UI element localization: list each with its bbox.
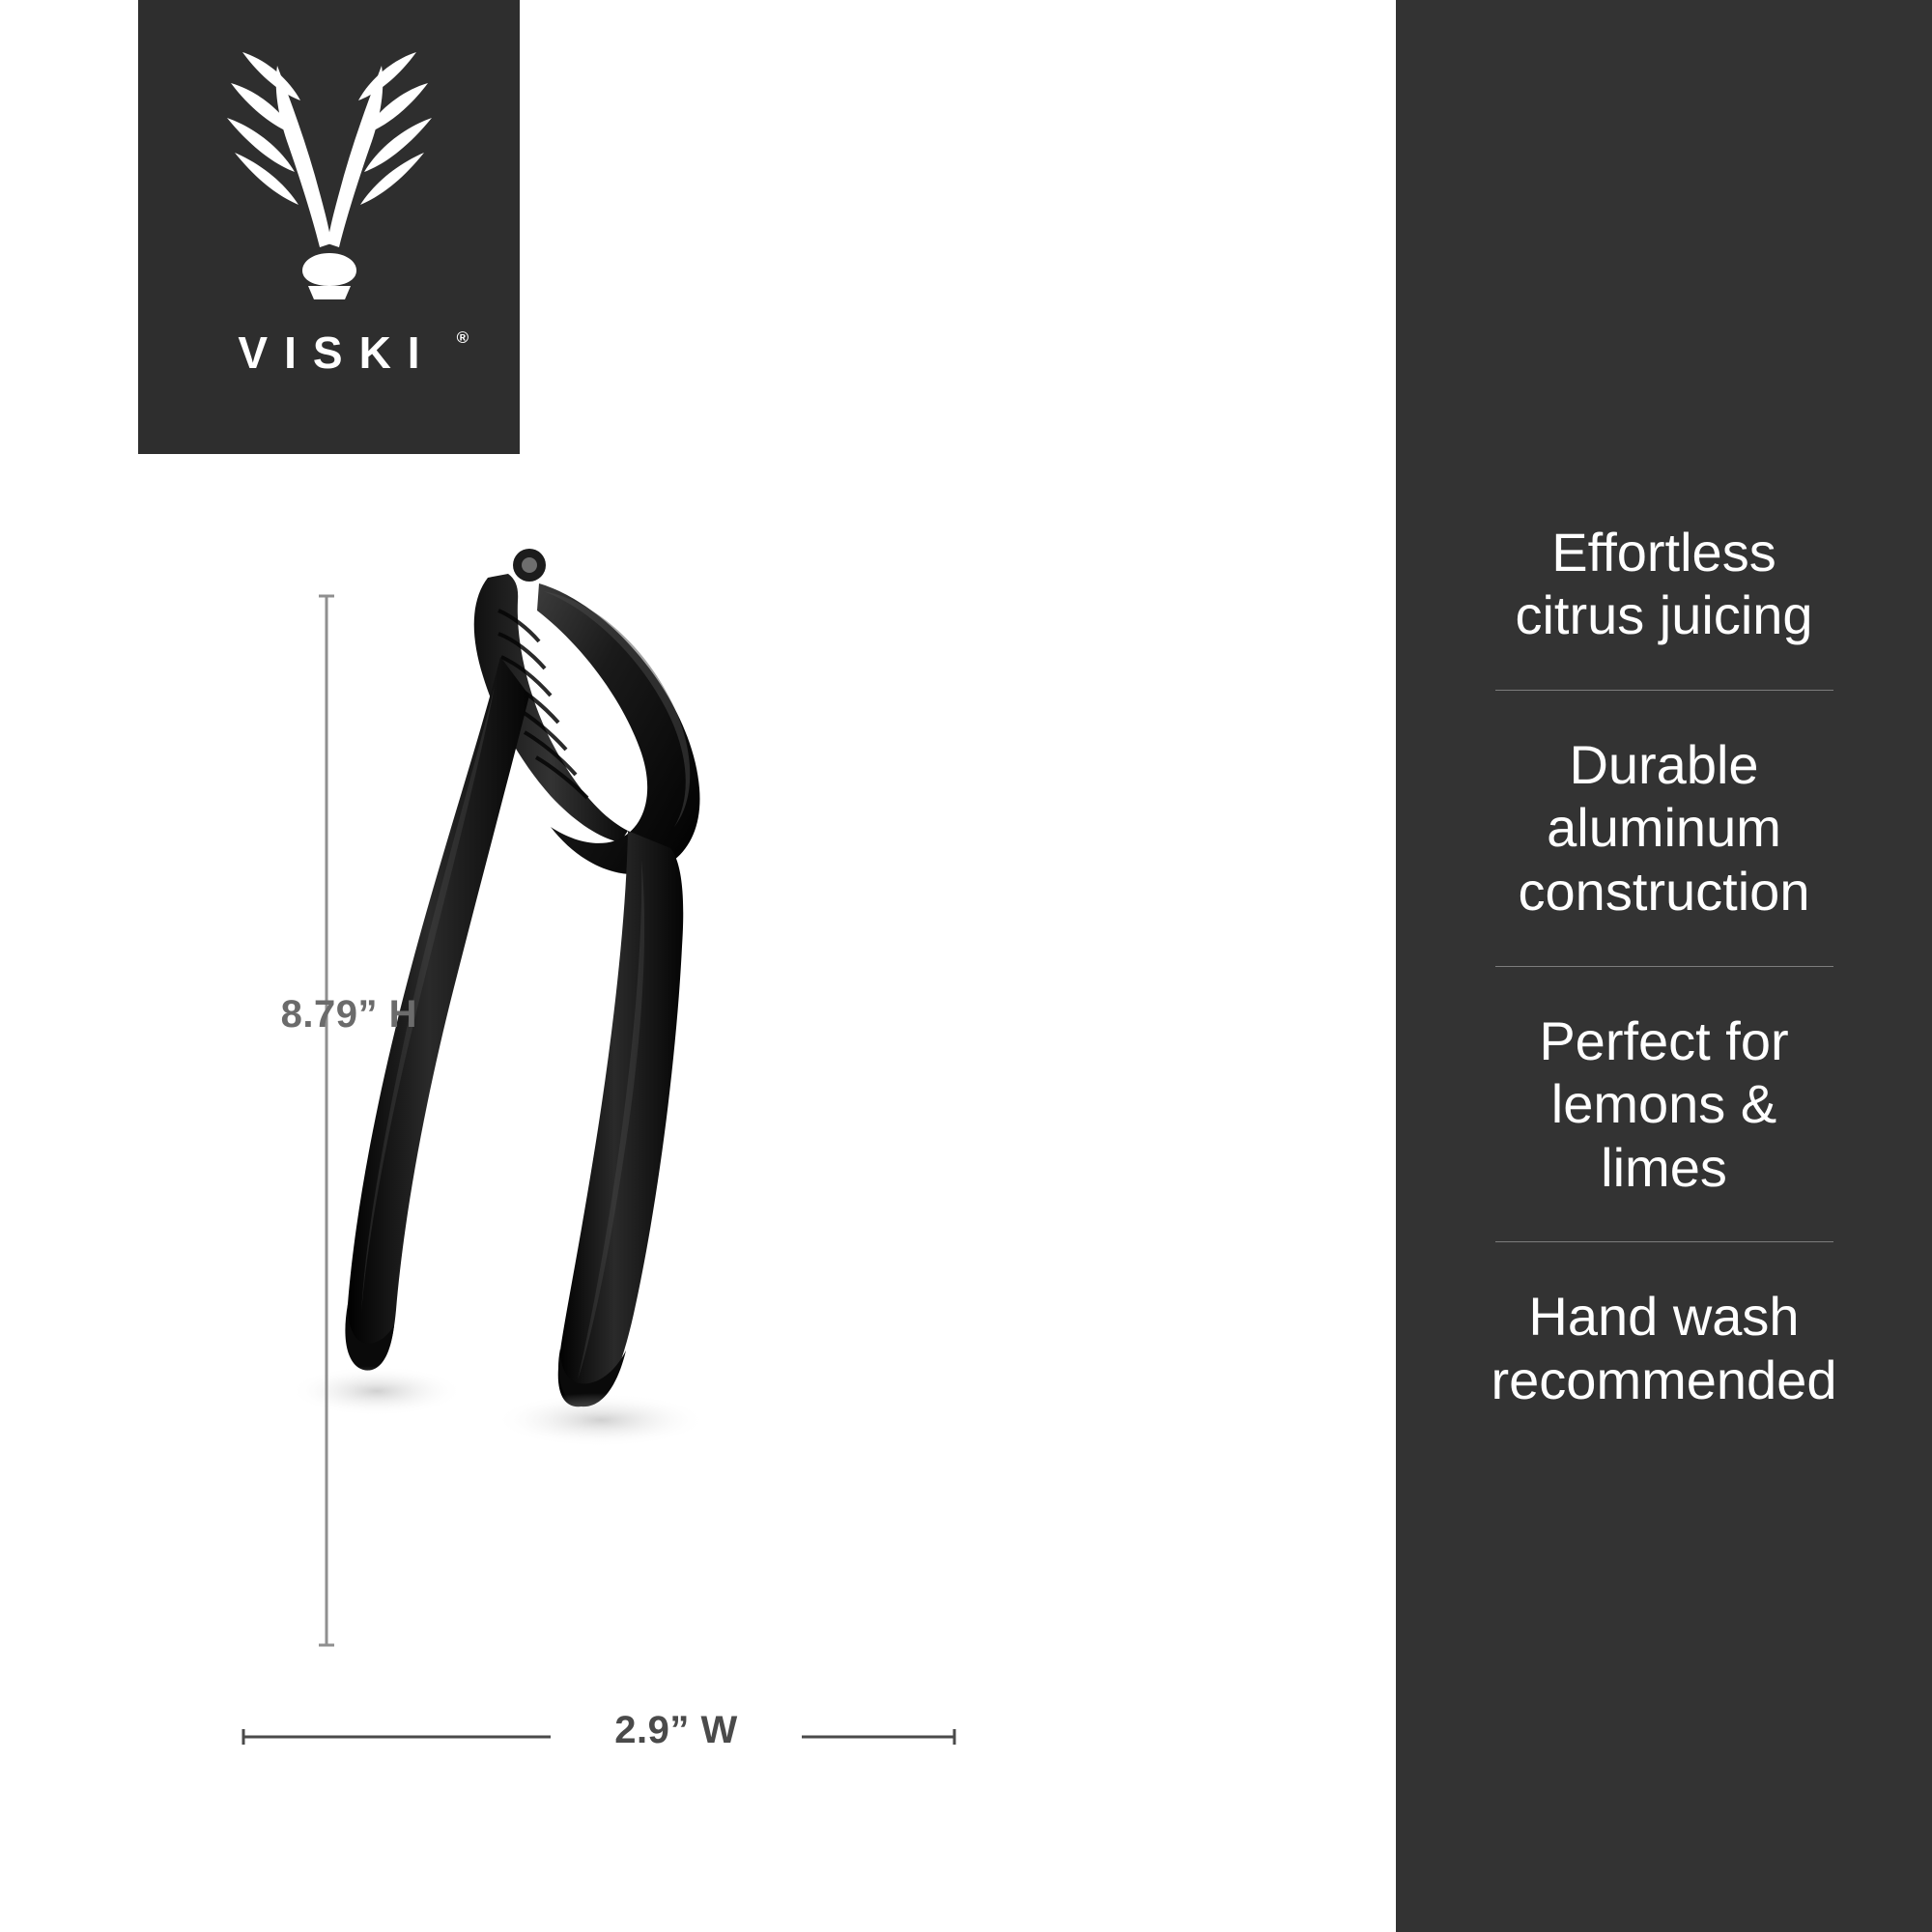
feature-item-2: Durable aluminum construction — [1518, 733, 1810, 922]
brand-wordmark — [221, 327, 469, 379]
feature-item-3: Perfect for lemons & limes — [1539, 1009, 1789, 1198]
brand-name: VISKI — [238, 327, 437, 378]
feature-divider-1 — [1495, 690, 1833, 691]
height-dimension-label: 8.79” H — [280, 993, 417, 1036]
brand-logo-block — [138, 0, 520, 454]
feature-panel — [1396, 0, 1932, 1932]
feature-item-1: Effortless citrus juicing — [1515, 521, 1813, 646]
citrus-press-juicer-icon — [242, 541, 1014, 1604]
antelope-head-logo-icon — [185, 23, 474, 332]
feature-divider-3 — [1495, 1241, 1833, 1242]
product-image — [242, 541, 1014, 1604]
feature-item-4: Hand wash recommended — [1491, 1286, 1837, 1410]
width-dimension-label: 2.9” W — [551, 1705, 802, 1756]
registered-mark: ® — [456, 328, 469, 347]
feature-divider-2 — [1495, 966, 1833, 967]
height-dimension-line — [319, 594, 334, 1647]
